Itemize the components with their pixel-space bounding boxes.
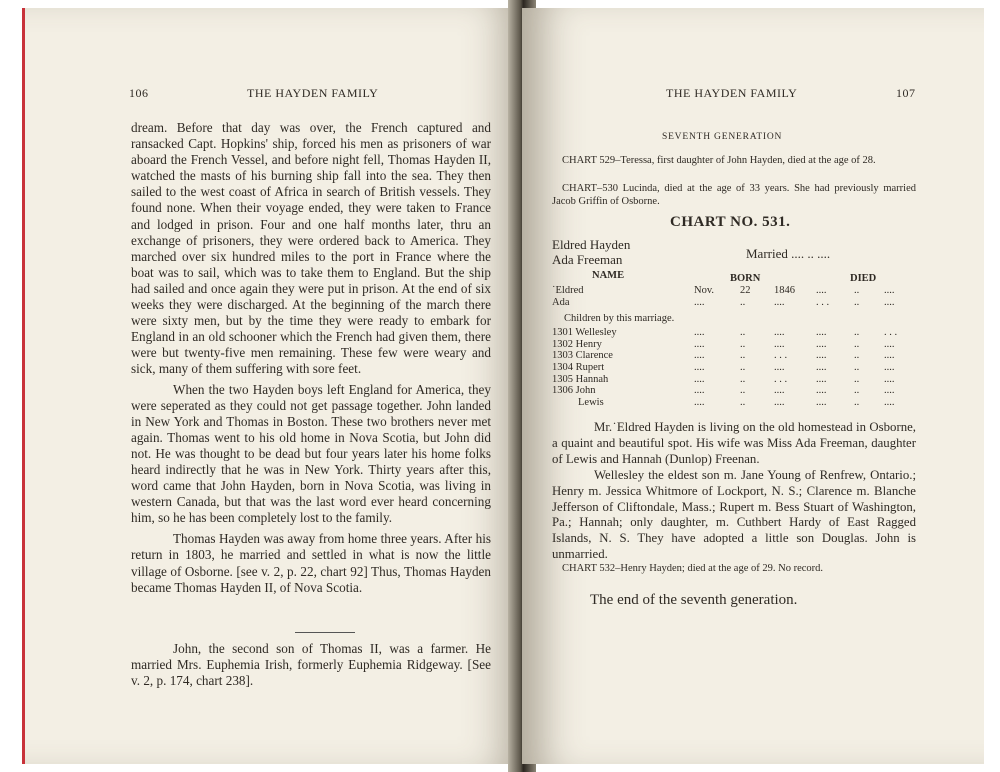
table-row: Ada .... .. .... . . . .. .... (552, 296, 895, 308)
paragraph: John, the second son of Thomas II, was a farmer. He married Mrs. Euphemia Irish, formerly Euphemia Ridgeway. [See v. 2, p. 174, chart 238]. (131, 641, 491, 689)
paragraph: When the two Hayden boys left England for America, they were seperated as they could not get passage together. John landed in New York and Thomas in Boston. These two brothers never met again. Thomas went to his old home in Nova Scotia, but John did not. He was thought to be dead but four years later his home folks heard indirectly that he was in New York. Thirty years after this, word came that John Hayden, born in Nova Scotia, was living in western Canada, but that was the last word ever heard concerning him, so he has been completely lost to the family. (131, 381, 491, 526)
table-row: 1302 Henry .... .. .... .... .. .... (552, 338, 895, 350)
couple-names (552, 237, 630, 267)
chart-title: CHART NO. 531. (670, 214, 791, 230)
left-page (22, 8, 525, 764)
paragraph: dream. Before that day was over, the French captured and ransacked Capt. Hopkins' ship, forced his men as prisoners of war aboard the French Vessel, and before night fell, Thomas Hayden II, watched the masts of his burning ship fall into the sea. They then sailed to the west coast of Africa in search of British vessels. They found none. When their voyage ended, they were taken to France and lodged in prison. Four and one half months later, thru an exchange of prisoners, they were ordered back to America. They marched over six hundred miles to the port in France where the boat was to sail, which was to take them to England. But the ship had sailed and once again they were put in prison. At the end of six weeks they were discharged. At the beginning of the march there were sixty men, but by the time they were ready to embark for England in an old schooner which the French had given them, there were but twenty-five men remaining. These few were weary and sick, many of them suffering with sore feet. (131, 120, 491, 377)
running-header: THE HAYDEN FAMILY (247, 86, 379, 100)
table-row: ˙Eldred Nov. 22 1846 .... .. .... (552, 285, 895, 297)
page-number: 107 (896, 86, 916, 100)
paragraph: Wellesley the eldest son m. Jane Young of Renfrew, Ontario.; Henry m. Jessica Whitmore of Lockport, N. S.; Clarence m. Blanche Jefferson of Cliftondale, Mass.; Rupert m. Bess Stuart of Washington, Pa.; Hannah; only daughter, m. Cuthbert Hardy of East Ragged Islands, N. S. They have adopted a little son Douglas. John is unmarried. (552, 467, 916, 562)
column-died-header: DIED (850, 273, 877, 284)
closing-line: The end of the seventh generation. (590, 592, 798, 608)
generation-heading: SEVENTH GENERATION (662, 132, 783, 142)
page-number: 106 (129, 86, 149, 100)
husband-name: Eldred Hayden (552, 237, 631, 252)
column-born-header: BORN (730, 273, 761, 284)
table-row: 1301 Wellesley .... .. .... .... .. . . . (552, 327, 898, 339)
left-body-text-end (131, 641, 491, 689)
table-row: Lewis .... .. .... .... .. .... (578, 396, 895, 408)
right-body-text (552, 420, 916, 563)
chart-530-note: CHART–530 Lucinda, died at the age of 33 years. She had previously married Jacob Griffin of Osborne. (552, 183, 916, 207)
children-table (552, 327, 918, 408)
married-label: Married .... .. .... (746, 246, 831, 261)
children-label: Children by this marriage. (564, 313, 675, 324)
left-body-text (131, 120, 491, 596)
paragraph: Thomas Hayden was away from home three years. After his return in 1803, he married and settled in what is now the little village of Osborne. [see v. 2, p. 22, chart 92] Thus, Thomas Hayden became Thomas Hayden II, of Nova Scotia. (131, 531, 491, 595)
table-row: 1304 Rupert .... .. .... .... .. .... (552, 362, 895, 374)
section-divider (295, 632, 355, 633)
table-row: 1306 John .... .. .... .... .. .... (552, 385, 895, 397)
wife-name: Ada Freeman (552, 252, 623, 267)
paragraph: Mr.˙Eldred Hayden is living on the old homestead in Osborne, a quaint and beautiful spot. His wife was Miss Ada Freeman, daughter of Lewis and Hannah (Dunlop) Freenan. (552, 420, 916, 466)
right-page (522, 8, 984, 764)
chart-529-note: CHART 529–Teressa, first daughter of John Hayden, died at the age of 28. (562, 155, 876, 166)
column-name-header: NAME (592, 270, 625, 281)
parents-table (552, 285, 918, 308)
table-row: 1305 Hannah .... .. . . . .... .. .... (552, 373, 895, 385)
running-header: THE HAYDEN FAMILY (666, 86, 798, 100)
chart-532-note: CHART 532–Henry Hayden; died at the age of 29. No record. (562, 563, 824, 574)
table-row: 1303 Clarence .... .. . . . .... .. .... (552, 350, 895, 362)
